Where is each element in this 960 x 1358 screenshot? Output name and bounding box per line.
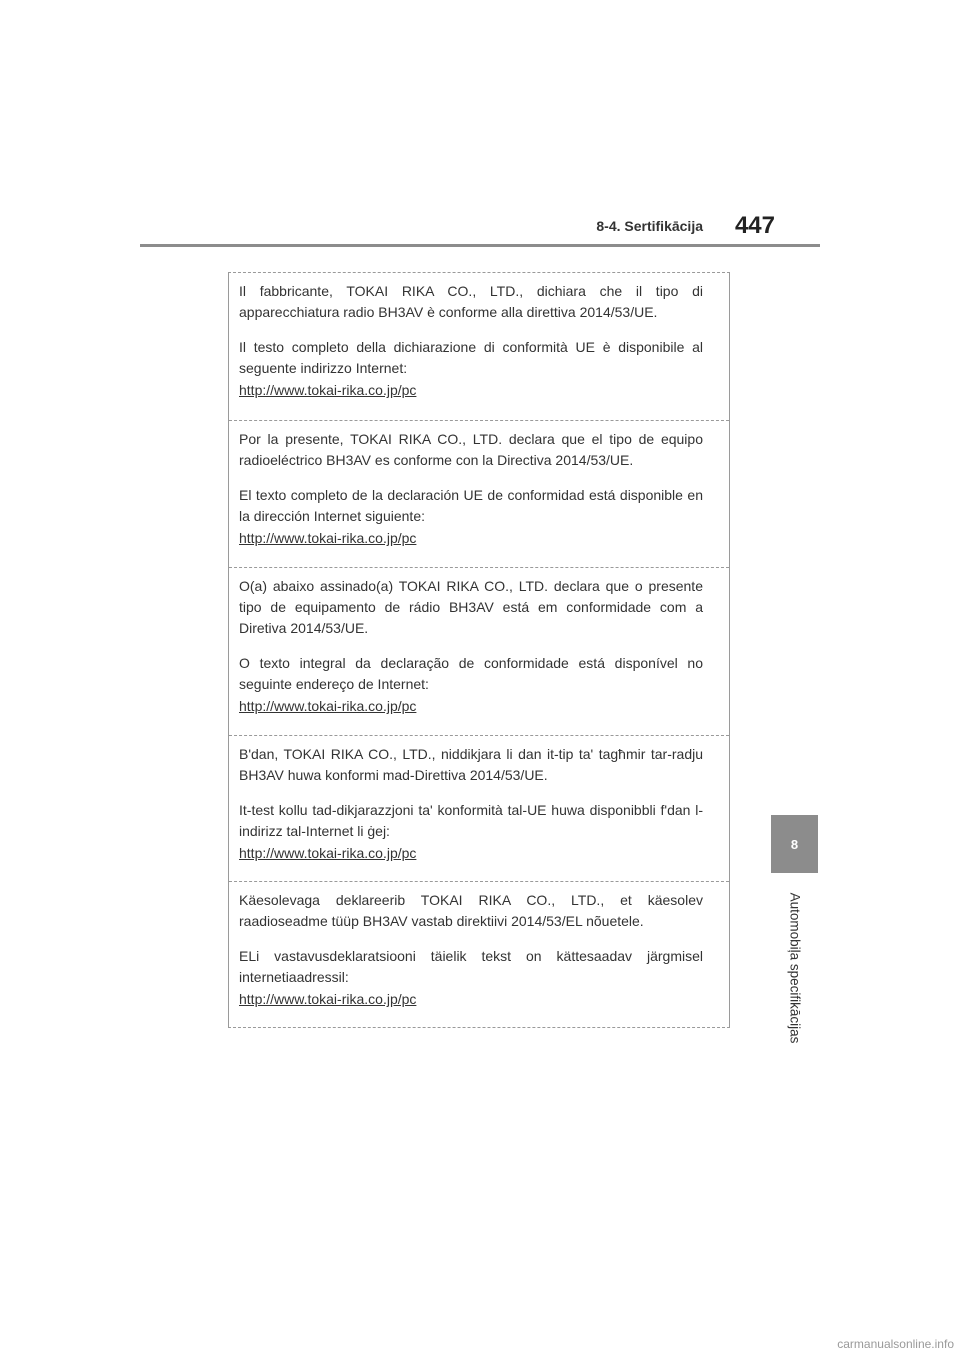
declaration-statement: Käesolevaga deklareerib TOKAI RIKA CO., LTD., et käesolev raadioseadme tüüp BH3AV vastab direktiivi 2014/53/EL nõuetele. <box>239 892 703 929</box>
declaration-availability: Il testo completo della dichiarazione di conformità UE è disponibile al seguente indirizzo Internet: <box>239 339 703 376</box>
declaration-availability: ELi vastavusdeklaratsiooni täielik tekst on kättesaadav järgmisel internetiaadressil: <box>239 948 703 985</box>
declaration-link[interactable]: http://www.tokai-rika.co.jp/pc <box>239 530 417 546</box>
declaration-availability: O texto integral da declaração de conformidade está disponível no seguinte endereço de Internet: <box>239 655 703 692</box>
declaration-availability: El texto completo de la declaración UE de conformidad está disponible en la dirección Internet siguiente: <box>239 487 703 524</box>
section-title: 8-4. Sertifikācija <box>596 218 703 234</box>
declaration-statement: Por la presente, TOKAI RIKA CO., LTD. declara que el tipo de equipo radioeléctrico BH3AV es conforme con la Directiva 2014/53/UE. <box>239 431 703 468</box>
declaration-mt <box>229 735 729 881</box>
chapter-number: 8 <box>790 836 799 852</box>
page-number: 447 <box>734 212 775 239</box>
declaration-et <box>229 881 729 1027</box>
declaration-availability: It-test kollu tad-dikjarazzjoni ta' konformità tal-UE huwa disponibbli f'dan l-indirizz tal-Internet li ġej: <box>239 802 703 839</box>
header-rule <box>140 244 820 247</box>
declaration-statement: B'dan, TOKAI RIKA CO., LTD., niddikjara li dan it-tip ta' tagħmir tar-radju BH3AV huwa konformi mad-Direttiva 2014/53/UE. <box>239 746 703 783</box>
declarations-box <box>228 272 730 1028</box>
chapter-title: Automobiļa specifikācijas <box>787 892 803 1044</box>
declaration-link[interactable]: http://www.tokai-rika.co.jp/pc <box>239 698 417 714</box>
declaration-link[interactable]: http://www.tokai-rika.co.jp/pc <box>239 382 417 398</box>
page-header <box>560 212 775 242</box>
declaration-it <box>229 273 729 420</box>
chapter-tab <box>771 815 818 873</box>
declaration-link[interactable]: http://www.tokai-rika.co.jp/pc <box>239 991 417 1007</box>
site-watermark: carmanualsonline.info <box>837 1337 954 1351</box>
declaration-pt <box>229 567 729 735</box>
declaration-statement: O(a) abaixo assinado(a) TOKAI RIKA CO., LTD. declara que o presente tipo de equipamento de rádio BH3AV está em conformidade com a Diretiva 2014/53/UE. <box>239 578 703 636</box>
declaration-link[interactable]: http://www.tokai-rika.co.jp/pc <box>239 845 417 861</box>
declaration-es <box>229 420 729 567</box>
declaration-statement: Il fabbricante, TOKAI RIKA CO., LTD., dichiara che il tipo di apparecchiatura radio BH3AV è conforme alla direttiva 2014/53/UE. <box>239 283 703 320</box>
